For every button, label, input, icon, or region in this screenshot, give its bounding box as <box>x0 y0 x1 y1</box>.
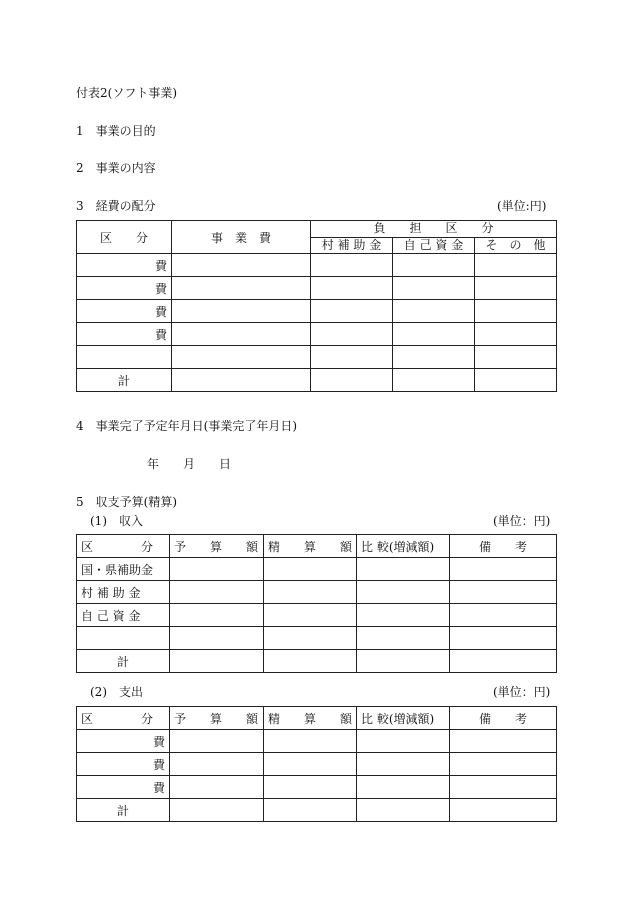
table-row <box>77 346 557 369</box>
header-kubun: 区 分 <box>77 707 170 730</box>
table-row <box>77 776 557 799</box>
row-label: 自 己 資 金 <box>77 604 170 627</box>
header-mura-hojokin: 村 補 助 金 <box>311 237 393 254</box>
header-yosan: 予 算 額 <box>170 535 264 558</box>
total-row <box>77 369 557 392</box>
form-title: 付表2(ソフト事業) <box>76 86 177 100</box>
expense-allocation-table <box>76 220 557 392</box>
table-row <box>77 277 557 300</box>
completion-date: 年 月 日 <box>147 457 232 471</box>
table-row <box>77 753 557 776</box>
total-row <box>77 650 557 673</box>
unit-label-3: (単位：円) <box>493 685 551 699</box>
section-5-heading: 5 収支予算(精算) <box>76 495 177 509</box>
header-jiko-shikin: 自 己 資 金 <box>393 237 475 254</box>
section-5-1-heading: (1) 収入 <box>90 514 143 528</box>
row-label-total: 計 <box>77 799 170 822</box>
header-biko: 備 考 <box>450 707 557 730</box>
row-label: 村 補 助 金 <box>77 581 170 604</box>
section-1-heading: 1 事業の目的 <box>76 124 156 138</box>
table-row <box>77 323 557 346</box>
table-row <box>77 604 557 627</box>
row-label <box>77 627 170 650</box>
row-label: 費 <box>77 277 172 300</box>
row-label: 費 <box>77 300 172 323</box>
header-kubun: 区 分 <box>77 535 170 558</box>
unit-label-2: (単位：円) <box>493 514 551 528</box>
row-label: 費 <box>77 323 172 346</box>
unit-label-1: (単位:円) <box>497 199 547 213</box>
row-label <box>77 346 172 369</box>
table-row <box>77 627 557 650</box>
row-label: 費 <box>77 730 170 753</box>
header-kubun: 区 分 <box>77 221 172 254</box>
row-label-total: 計 <box>77 650 170 673</box>
total-row <box>77 799 557 822</box>
header-sonota: そ の 他 <box>475 237 557 254</box>
table-row <box>77 300 557 323</box>
row-label-total: 計 <box>77 369 172 392</box>
header-seisan: 精 算 額 <box>264 707 357 730</box>
header-futan-kubun: 負 担 区 分 <box>311 221 557 238</box>
section-2-heading: 2 事業の内容 <box>76 161 156 175</box>
table-row <box>77 730 557 753</box>
table-row <box>77 558 557 581</box>
section-4-heading: 4 事業完了予定年月日(事業完了年月日) <box>76 419 297 433</box>
row-label: 費 <box>77 776 170 799</box>
income-table <box>76 534 557 673</box>
header-biko: 備 考 <box>450 535 557 558</box>
table-row <box>77 581 557 604</box>
header-seisan: 精 算 額 <box>264 535 357 558</box>
expenditure-table <box>76 706 557 822</box>
row-label: 国・県補助金 <box>77 558 170 581</box>
header-hikaku: 比 較(増減額) <box>357 535 450 558</box>
table-row <box>77 254 557 277</box>
header-yosan: 予 算 額 <box>170 707 264 730</box>
row-label: 費 <box>77 254 172 277</box>
section-5-2-heading: (2) 支出 <box>90 685 143 699</box>
section-3-heading: 3 経費の配分 <box>76 199 156 213</box>
row-label: 費 <box>77 753 170 776</box>
header-hikaku: 比 較(増減額) <box>357 707 450 730</box>
header-jigyouhi: 事 業 費 <box>172 221 311 254</box>
